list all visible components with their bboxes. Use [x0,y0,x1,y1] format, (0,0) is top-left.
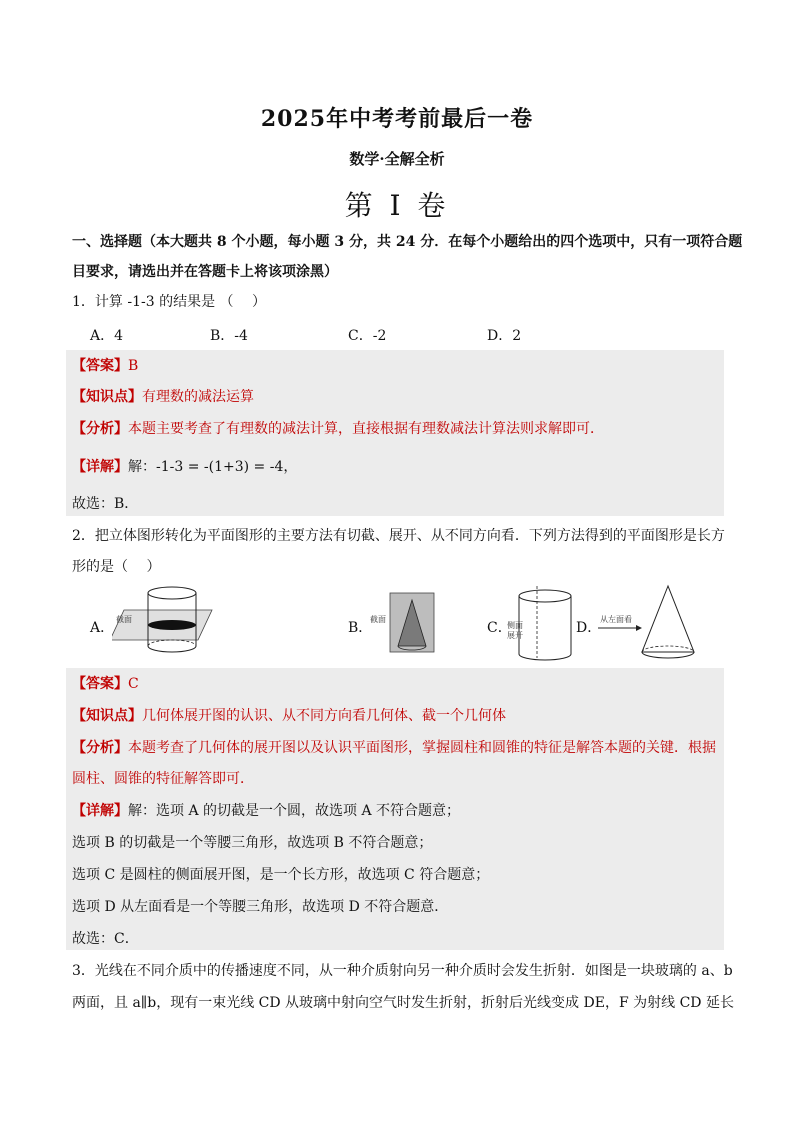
side-unfold-label-2: 展开 [507,631,523,640]
q2-figure-b-cone-cut [368,592,438,654]
q2-detail-line-4: 选项 D 从左面看是一个等腰三角形，故选项 D 不符合题意． [72,899,449,915]
detail-tag: 【详解】 [72,803,128,819]
q1-conclusion: 故选：B． [72,496,139,512]
q1-option-c: C．-2 [348,328,387,344]
q2-figure-a-cylinder-cut [112,582,218,662]
q1-analysis [72,419,724,439]
q2-answer [72,674,724,694]
analysis-tag: 【分析】 [72,740,128,756]
knowledge-text: 有理数的减法运算 [142,389,254,405]
q1-answer [72,356,724,376]
q2-stem-line-2: 形的是（ ） [72,559,161,575]
q2-detail [72,801,724,821]
q2-analysis-line-2: 圆柱、圆锥的特征解答即可． [72,771,254,787]
q2-detail-line-2: 选项 B 的切截是一个等腰三角形，故选项 B 不符合题意； [72,835,433,851]
q2-analysis [72,738,724,758]
analysis-text: 本题考查了几何体的展开图以及认识平面图形，掌握圆柱和圆锥的特征是解答本题的关键．根据 [128,740,716,756]
cut-face-label-b: 截面 [370,615,386,624]
q2-figure-d-label: D． [576,620,602,636]
side-unfold-label-1: 侧面 [507,621,523,630]
answer-tag: 【答案】 [72,358,128,374]
cut-face-label: 截面 [116,615,132,624]
q2-figure-c-label: C． [487,620,512,636]
q2-detail-line-3: 选项 C 是圆柱的侧面展开图，是一个长方形，故选项 C 符合题意； [72,867,490,883]
answer-value: C [128,676,139,692]
page-subtitle: 数学·全解全析 [349,150,445,168]
q2-knowledge [72,706,724,726]
q1-detail [72,457,724,477]
q1-option-d: D．2 [487,328,522,344]
view-left-label: 从左面看 [600,615,632,624]
detail-text: 解：选项 A 的切截是一个圆，故选项 A 不符合题意； [128,803,461,819]
answer-value: B [128,358,139,374]
q2-conclusion: 故选：C． [72,931,139,947]
analysis-tag: 【分析】 [72,421,128,437]
q3-stem-line-2: 两面，且 a∥b，现有一束光线 CD 从玻璃中射向空气时发生折射，折射后光线变成 DE，F 为射线 CD 延长 [72,995,734,1011]
q2-stem-line-1: 2．把立体图形转化为平面图形的主要方法有切截、展开、从不同方向看．下列方法得到的平面图形是长方 [72,528,725,544]
detail-tag: 【详解】 [72,459,128,475]
q2-figure-d-cone-view [596,582,708,664]
instructions-line-1: 一、选择题（本大题共 8 个小题，每小题 3 分，共 24 分．在每个小题给出的四个选项中，只有一项符合题 [72,234,743,250]
answer-tag: 【答案】 [72,676,128,692]
q2-figure-a-label: A． [90,620,115,636]
q1-knowledge [72,387,724,407]
detail-text: 解：-1-3 = -(1+3) = -4， [128,459,298,475]
q2-figure-b-label: B． [348,620,373,636]
page-title: 2025年中考考前最后一卷 [260,106,534,132]
q2-figure-c-cylinder-unfold [505,584,575,664]
analysis-text: 本题主要考查了有理数的减法计算，直接根据有理数减法计算法则求解即可． [128,421,604,437]
section-heading: 第 I 卷 [344,189,450,222]
q1-stem: 1．计算 -1-3 的结果是 （ ） [72,294,266,310]
instructions-line-2: 目要求，请选出并在答题卡上将该项涂黑） [72,264,338,280]
knowledge-tag: 【知识点】 [72,708,142,724]
knowledge-text: 几何体展开图的认识、从不同方向看几何体、截一个几何体 [142,708,506,724]
q1-option-a: A．4 [90,328,124,344]
q3-stem-line-1: 3．光线在不同介质中的传播速度不同，从一种介质射向另一种介质时会发生折射．如图是一块玻璃的 a、b [72,963,733,979]
q1-option-b: B．-4 [210,328,248,344]
knowledge-tag: 【知识点】 [72,389,142,405]
